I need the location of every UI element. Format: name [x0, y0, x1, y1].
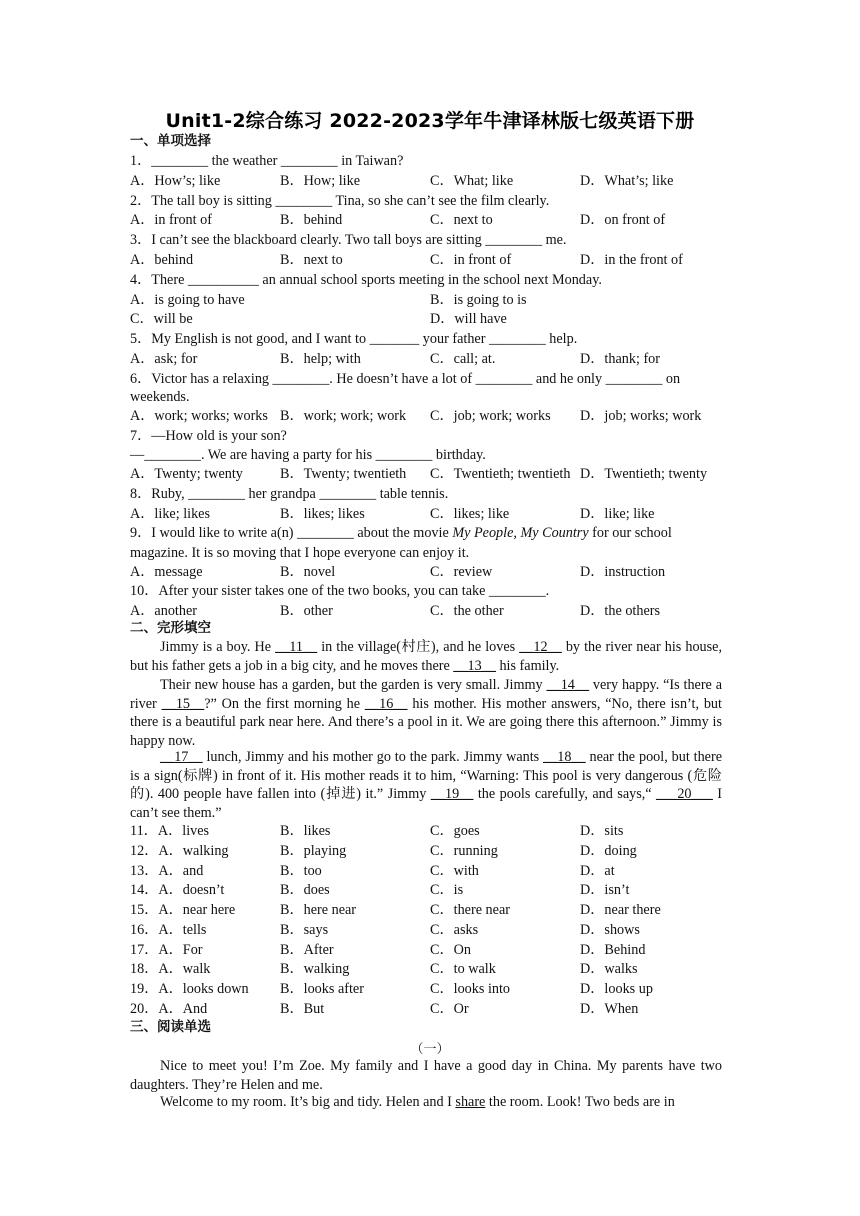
question-2: 2．The tall boy is sitting ________ Tina, so she can’t see the film clearly.: [130, 192, 550, 209]
cloze-blank: __16__: [364, 695, 408, 712]
cloze-option-b[interactable]: B．does: [280, 882, 330, 899]
cloze-text: by the river near his house, but his father gets a job in a big city, and he moves there: [130, 639, 723, 674]
cloze-option-a[interactable]: 19．A．looks down: [130, 981, 249, 997]
option-a[interactable]: A．work; works; works: [130, 407, 268, 424]
cloze-option-d[interactable]: D．doing: [580, 842, 637, 859]
reading-paragraph-2: [130, 1093, 722, 1112]
cloze-option-b[interactable]: B．playing: [280, 842, 347, 859]
cloze-option-c[interactable]: C．there near: [430, 902, 510, 918]
cloze-option-a[interactable]: 13．A．and: [130, 862, 204, 879]
options-row: [130, 350, 730, 368]
section-heading-cloze: 二、完形填空: [130, 620, 211, 636]
option-d[interactable]: D．will have: [430, 311, 507, 328]
cloze-option-d[interactable]: D．looks up: [580, 981, 653, 997]
option-c[interactable]: C．in front of: [430, 252, 512, 268]
cloze-option-c[interactable]: C．looks into: [430, 981, 511, 997]
cloze-blank: __14__: [546, 677, 590, 693]
cloze-option-b[interactable]: B．looks after: [280, 981, 364, 997]
option-a[interactable]: A．behind: [130, 252, 194, 268]
option-c[interactable]: C．Twentieth; twentieth: [430, 465, 571, 482]
option-a[interactable]: A．is going to have: [130, 291, 245, 308]
question-text: 9．I would like to write a(n) ________ about the movie: [130, 525, 453, 542]
cloze-text: his family.: [495, 657, 560, 674]
option-b[interactable]: B．help; with: [280, 351, 361, 367]
cloze-option-a[interactable]: 16．A．tells: [130, 921, 207, 938]
cloze-option-d[interactable]: D．at: [580, 862, 615, 879]
question-10: 10．After your sister takes one of the two books, you can take ________.: [130, 583, 550, 600]
question-3: 3．I can’t see the blackboard clearly. Two tall boys are sitting ________ me.: [130, 232, 567, 249]
option-d[interactable]: D．like; like: [580, 505, 655, 522]
cloze-option-a[interactable]: 20．A．And: [130, 1000, 208, 1017]
option-c[interactable]: C．review: [430, 563, 493, 580]
options-row: [130, 251, 730, 269]
option-d[interactable]: D．Twentieth; twenty: [580, 465, 708, 482]
cloze-options-row: [130, 822, 730, 840]
underlined-word: share: [455, 1094, 486, 1110]
option-b[interactable]: B．next to: [280, 252, 343, 268]
cloze-text: Their new house has a garden, but the garden is very small. Jimmy: [160, 677, 547, 693]
cloze-option-c[interactable]: C．asks: [430, 921, 479, 938]
cloze-text: ?” On the first morning he: [204, 695, 365, 712]
cloze-blank: __19__: [430, 786, 474, 802]
options-row: [130, 602, 730, 620]
option-a[interactable]: A．ask; for: [130, 351, 198, 367]
option-c[interactable]: C．the other: [430, 603, 504, 620]
cloze-text: in the village(村庄), and he loves: [317, 639, 520, 655]
cloze-text: very happy. “Is there a river: [130, 677, 723, 712]
cloze-option-c[interactable]: C．with: [430, 862, 479, 879]
options-row: [130, 465, 730, 483]
question-6-continued: weekends.: [130, 389, 190, 406]
cloze-option-c[interactable]: C．is: [430, 882, 464, 899]
option-a[interactable]: A．like; likes: [130, 505, 210, 522]
cloze-option-c[interactable]: C．running: [430, 842, 498, 859]
cloze-paragraph-3: [130, 748, 722, 822]
option-b[interactable]: B．other: [280, 603, 333, 620]
options-row: [130, 172, 730, 190]
options-row: [130, 310, 730, 328]
cloze-options-row: [130, 862, 730, 880]
option-b[interactable]: B．novel: [280, 563, 336, 580]
option-c[interactable]: C．next to: [430, 212, 493, 229]
cloze-text: his mother. His mother answers, “No, there isn’t, but there is a beautiful park near here. And there’s a pool in it. We are going there this afternoon.” Jimmy is happy now.: [130, 695, 722, 749]
cloze-option-d[interactable]: D．Behind: [580, 941, 646, 958]
cloze-options-row: [130, 881, 730, 899]
section-heading-mcq: 一、单项选择: [130, 133, 211, 149]
reading-paragraph-1: Nice to meet you! I’m Zoe. My family and I have a good day in China. My parents have two daughters. They’re Helen and me.: [130, 1058, 722, 1093]
cloze-option-d[interactable]: D．near there: [580, 902, 661, 918]
option-d[interactable]: D．the others: [580, 603, 660, 620]
option-a[interactable]: A．Twenty; twenty: [130, 465, 243, 482]
cloze-blank: __17__: [160, 749, 203, 765]
cloze-option-c[interactable]: C．goes: [430, 823, 480, 839]
cloze-blank: __13__: [453, 657, 496, 674]
movie-title: My People, My Country: [452, 525, 589, 542]
option-c[interactable]: C．call; at.: [430, 351, 496, 367]
option-a[interactable]: A．message: [130, 563, 203, 580]
section-heading-reading: 三、阅读单选: [130, 1019, 211, 1035]
cloze-paragraph-1: [130, 638, 722, 675]
option-d[interactable]: D．instruction: [580, 563, 666, 580]
cloze-option-b[interactable]: B．says: [280, 921, 329, 938]
question-7-continued: —________. We are having a party for his ________ birthday.: [130, 447, 486, 464]
cloze-blank: __12__: [519, 639, 562, 655]
cloze-option-a[interactable]: 11．A．lives: [130, 823, 210, 839]
cloze-option-c[interactable]: C．Or: [430, 1000, 469, 1017]
question-5: 5．My English is not good, and I want to _______ your father ________ help.: [130, 331, 578, 348]
option-b[interactable]: B．behind: [280, 212, 343, 229]
option-b[interactable]: B．likes; likes: [280, 505, 365, 522]
option-c[interactable]: C．What; like: [430, 172, 514, 189]
cloze-blank: __11__: [275, 639, 318, 655]
options-row: [130, 407, 730, 425]
option-b[interactable]: B．work; work; work: [280, 407, 407, 424]
question-7: 7．—How old is your son?: [130, 427, 287, 444]
cloze-option-a[interactable]: 18．A．walk: [130, 961, 211, 978]
reading-text: Welcome to my room. It’s big and tidy. Helen and I: [160, 1094, 456, 1110]
option-c[interactable]: C．job; work; works: [430, 407, 551, 424]
cloze-option-b[interactable]: B．too: [280, 862, 322, 879]
cloze-option-b[interactable]: B．walking: [280, 961, 350, 978]
option-a[interactable]: A．in front of: [130, 212, 212, 229]
cloze-option-c[interactable]: C．On: [430, 941, 471, 958]
question-8: 8．Ruby, ________ her grandpa ________ table tennis.: [130, 485, 449, 502]
cloze-option-a[interactable]: 17．A．For: [130, 941, 203, 958]
cloze-option-d[interactable]: D．When: [580, 1000, 639, 1017]
cloze-paragraph-2: [130, 676, 722, 750]
reading-part-label: （一）: [410, 1041, 450, 1056]
option-d[interactable]: D．on front of: [580, 212, 666, 229]
cloze-option-a[interactable]: 12．A．walking: [130, 842, 229, 859]
cloze-option-c[interactable]: C．to walk: [430, 961, 496, 978]
question-9: [130, 524, 730, 542]
options-row: [130, 505, 730, 523]
option-c[interactable]: C．likes; like: [430, 505, 510, 522]
cloze-text: the pools carefully, and says,“: [473, 786, 657, 802]
cloze-options-row: [130, 980, 730, 998]
question-1: 1．________ the weather ________ in Taiwan?: [130, 153, 404, 169]
cloze-option-d[interactable]: D．sits: [580, 823, 624, 839]
option-a[interactable]: A．another: [130, 603, 197, 620]
option-d[interactable]: D．in the front of: [580, 252, 683, 268]
cloze-option-d[interactable]: D．isn’t: [580, 882, 630, 899]
page-title: Unit1-2综合练习 2022-2023学年牛津译林版七级英语下册: [165, 110, 695, 132]
cloze-option-b[interactable]: B．here near: [280, 902, 357, 918]
cloze-blank: ___20___: [656, 786, 713, 802]
option-d[interactable]: D．job; works; work: [580, 407, 702, 424]
cloze-blank: __18__: [543, 749, 586, 765]
reading-text: the room. Look! Two beds are in: [485, 1094, 675, 1110]
cloze-text: Jimmy is a boy. He: [160, 639, 276, 655]
option-b[interactable]: B．Twenty; twentieth: [280, 465, 407, 482]
cloze-text: I can’t see them.”: [130, 786, 722, 821]
cloze-options-row: [130, 941, 730, 959]
cloze-option-b[interactable]: B．likes: [280, 823, 331, 839]
option-c[interactable]: C．will be: [130, 311, 193, 328]
cloze-options-row: [130, 960, 730, 978]
cloze-text: near the pool, but there is a sign(标牌) in front of it. His mother reads it to him, “Warning: This pool is very dangerous (危险的). 400 people have fallen into (掉进) it.” Jimmy: [130, 749, 722, 802]
option-b[interactable]: B．How; like: [280, 172, 360, 189]
question-9-continued: magazine. It is so moving that I hope everyone can enjoy it.: [130, 545, 470, 562]
options-row: [130, 563, 730, 581]
cloze-options-row: [130, 901, 730, 919]
cloze-option-b[interactable]: B．But: [280, 1000, 325, 1017]
option-a[interactable]: A．How’s; like: [130, 172, 221, 189]
cloze-options-row: [130, 921, 730, 939]
options-row: [130, 211, 730, 229]
cloze-option-a[interactable]: 15．A．near here: [130, 902, 236, 918]
cloze-options-row: [130, 842, 730, 860]
cloze-option-a[interactable]: 14．A．doesn’t: [130, 882, 225, 899]
cloze-blank: __15__: [161, 695, 205, 712]
question-text: for our school: [588, 525, 672, 542]
question-4: 4．There __________ an annual school sports meeting in the school next Monday.: [130, 271, 602, 288]
cloze-options-row: [130, 1000, 730, 1018]
option-b[interactable]: B．is going to is: [430, 291, 527, 308]
option-d[interactable]: D．thank; for: [580, 351, 660, 367]
cloze-option-b[interactable]: B．After: [280, 941, 334, 958]
question-6: 6．Victor has a relaxing ________. He doesn’t have a lot of ________ and he only ________ on: [130, 370, 681, 387]
cloze-text: lunch, Jimmy and his mother go to the park. Jimmy wants: [202, 749, 544, 765]
option-d[interactable]: D．What’s; like: [580, 172, 674, 189]
cloze-option-d[interactable]: D．shows: [580, 921, 640, 938]
cloze-option-d[interactable]: D．walks: [580, 961, 638, 978]
options-row: [130, 291, 730, 309]
